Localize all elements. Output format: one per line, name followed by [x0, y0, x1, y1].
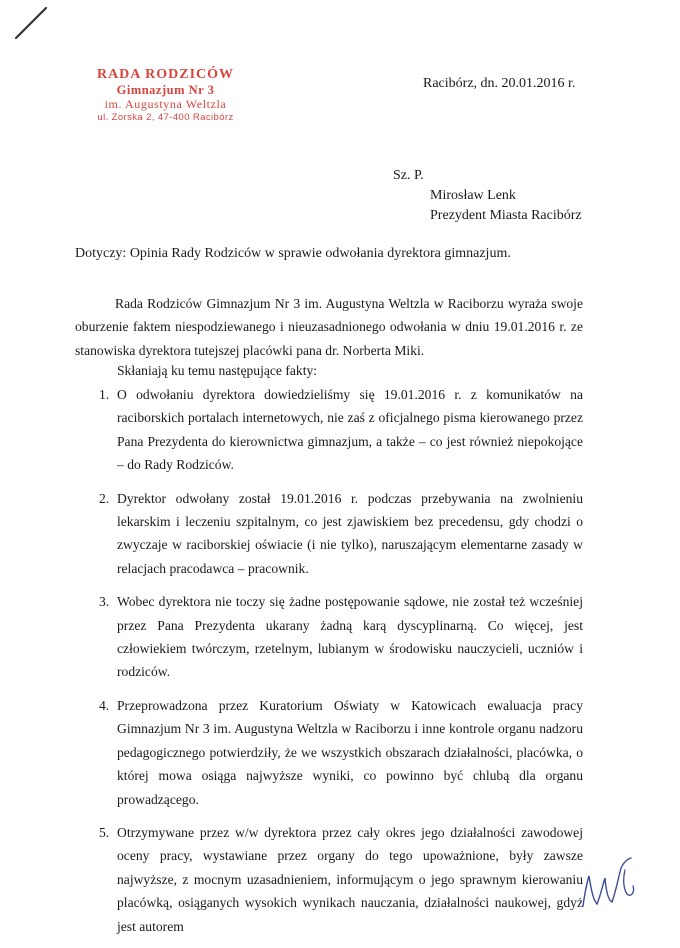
council-stamp: [78, 67, 253, 124]
intro-paragraph: Rada Rodziców Gimnazjum Nr 3 im. Augustyna Weltzla w Raciborzu wyraża swoje oburzenie faktem niespodziewanego i nieuzasadnionego odwołania w dniu 19.01.2016 r. ze stanowiska dyrektora tutejszej placówki pana dr. Norberta Miki.: [75, 296, 583, 358]
fact-text: Wobec dyrektora nie toczy się żadne postępowanie sądowe, nie został też wcześniej przez Pana Prezydenta ukarany żadną karą dyscyplinarną. Co więcej, jest człowiekiem twórczym, rzetelnym, lubianym w środowisku nauczycieli, uczniów i rodziców.: [117, 594, 583, 680]
fact-number: 2.: [99, 490, 110, 506]
stamp-line-2: Gimnazjum Nr 3: [116, 83, 215, 97]
fact-number: 1.: [99, 387, 110, 402]
stamp-line-1: RADA RODZICÓW: [96, 67, 235, 82]
letter-body: [75, 292, 583, 362]
fact-item: [99, 590, 583, 684]
facts-list: [99, 383, 583, 948]
addressee-title: Prezydent Miasta Racibórz: [430, 208, 582, 223]
fact-item: [99, 487, 583, 581]
fact-item: [99, 821, 583, 938]
fact-item: [99, 383, 583, 477]
fact-number: 4.: [99, 697, 110, 713]
pen-stroke-mark: [0, 0, 60, 45]
facts-intro: Skłaniają ku temu następujące fakty:: [117, 363, 318, 378]
place-and-date: Racibórz, dn. 20.01.2016 r.: [423, 76, 576, 91]
addressee-salutation: Sz. P.: [393, 168, 424, 183]
addressee-block: [393, 166, 582, 226]
fact-text: O odwołaniu dyrektora dowiedzieliśmy się 19.01.2016 r. z komunikatów na raciborskich portalach internetowych, nie zaś z oficjalnego pisma kierowanego przez Pana Prezydenta do kierownictwa gimnazjum, a także – co jest również niepokojące – do Rady Rodziców.: [117, 387, 583, 473]
fact-text: Otrzymywane przez w/w dyrektora przez cały okres jego działalności zawodowej oceny pracy, wystawiane przez organy do tego upoważnione, były zawsze najwyższe, z mocnym uzasadnieniem, informującym o jego sprawnym kierowaniu placówką, osiąganych wysokich wynikach nauczania, działalności naukowej, gdyż jest autorem: [117, 824, 583, 934]
letter-subject: Dotyczy: Opinia Rady Rodziców w sprawie odwołania dyrektora gimnazjum.: [75, 246, 511, 261]
stamp-line-4: ul. Zorska 2, 47-400 Racibórz: [97, 112, 234, 123]
fact-item: [99, 694, 583, 811]
fact-text: Dyrektor odwołany został 19.01.2016 r. podczas przebywania na zwolnieniu lekarskim i leczeniu szpitalnym, co jest zjawiskiem bez precedensu, gdy chodzi o zwyczaje w raciborskiej oświacie (i nie tylko), naruszającym elementarne zasady w relacjach pracodawca – pracownik.: [117, 490, 583, 576]
handwritten-initials-signature: [575, 848, 645, 918]
addressee-name: Mirosław Lenk: [430, 188, 516, 203]
stamp-line-3: im. Augustyna Weltzla: [104, 97, 227, 111]
fact-number: 5.: [99, 824, 110, 840]
fact-number: 3.: [99, 594, 110, 610]
fact-text: Przeprowadzona przez Kuratorium Oświaty w Katowicach ewaluacja pracy Gimnazjum Nr 3 im. Augustyna Weltzla w Raciborzu i inne kontrole organu nadzoru pedagogicznego potwierdziły, że we wszystkich obszarach działalności, placówka, o której mowa osiąga najwyższe wyniki, co powinno być chlubą dla organu prowadzącego.: [117, 697, 583, 807]
